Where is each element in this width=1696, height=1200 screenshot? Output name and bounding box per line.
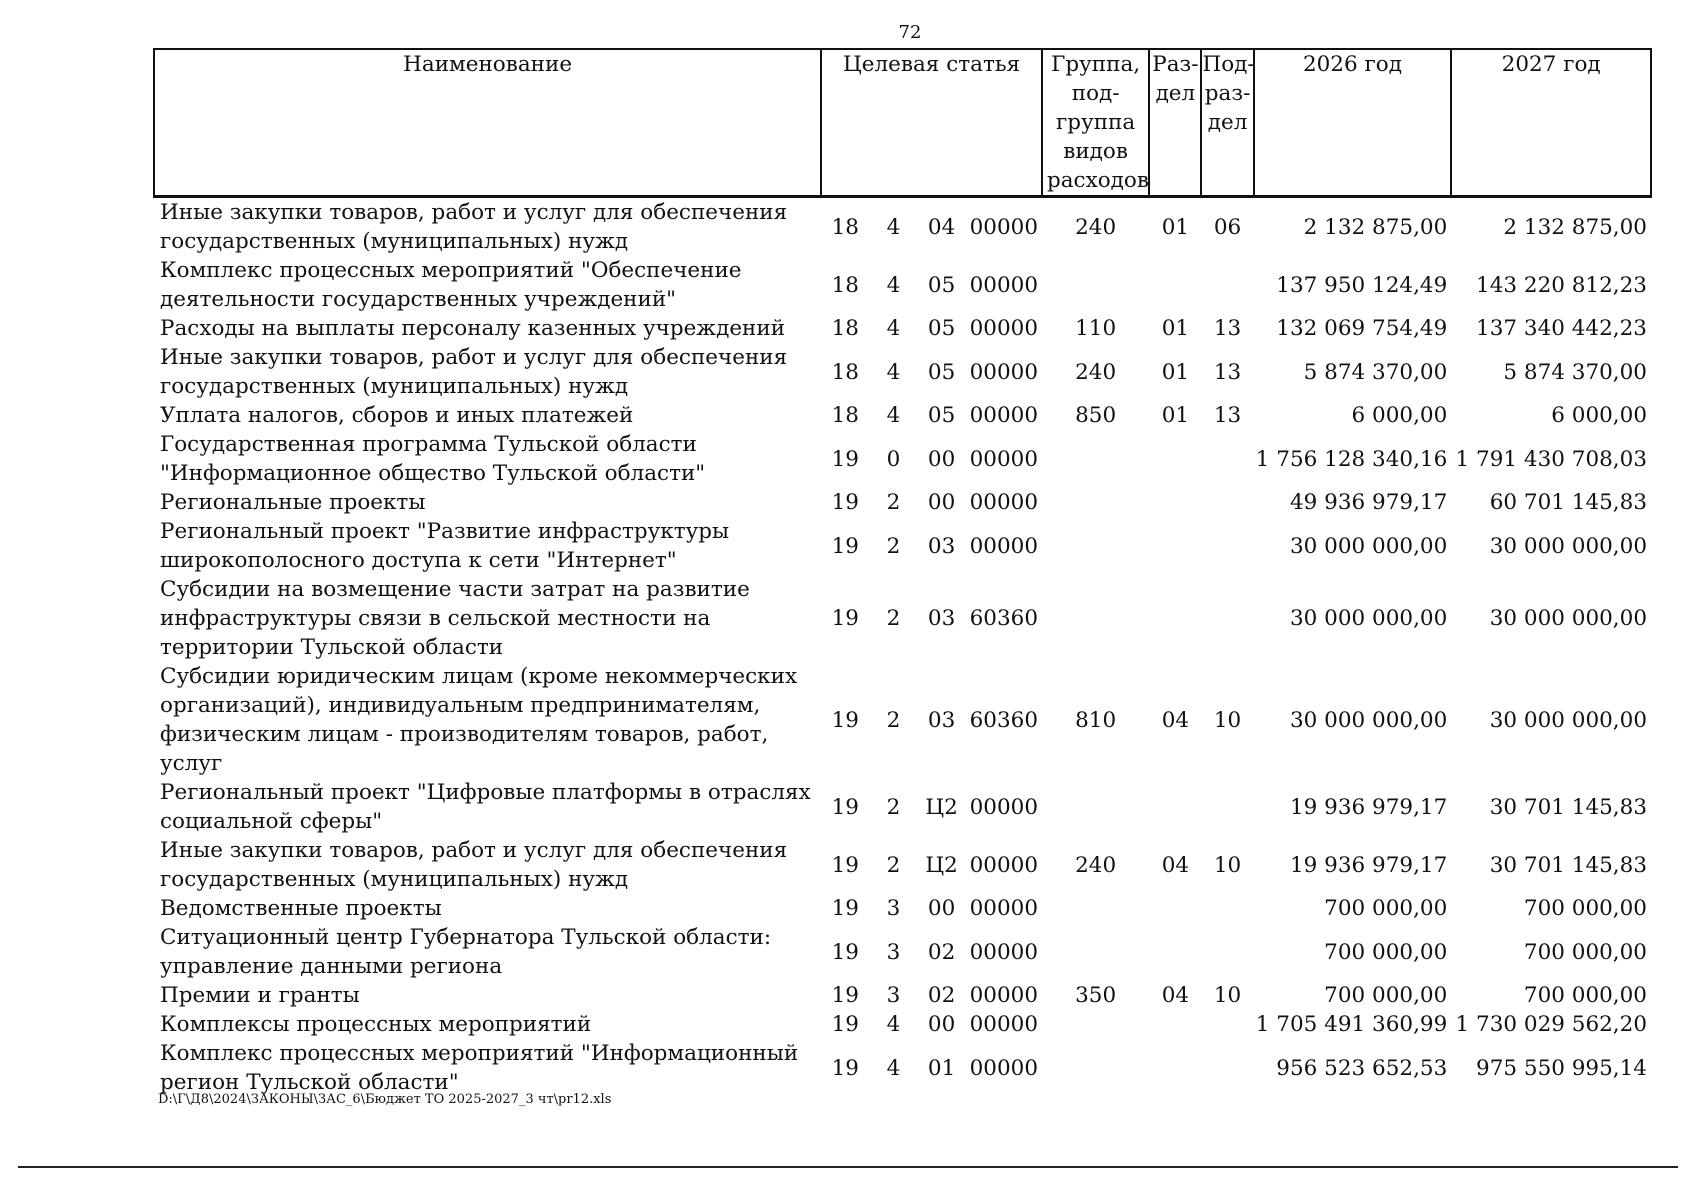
header-group: Группа, под-группа видов расходов	[1042, 49, 1149, 197]
cell-code-program: 19	[831, 606, 859, 631]
cell-code-program: 19	[831, 1012, 859, 1037]
cell-expense-group	[1042, 517, 1149, 575]
cell-code-direction: 00000	[969, 403, 1039, 428]
cell-amount-2026: 19 936 979,17	[1289, 794, 1448, 820]
cell-code-event: 05	[927, 316, 956, 341]
table-row	[154, 256, 1651, 314]
cell-name: Комплекс процессных мероприятий "Информационный регион Тульской области"	[160, 1041, 799, 1095]
cell-amount-2027: 30 000 000,00	[1489, 606, 1647, 631]
cell-name: Комплексы процессных мероприятий	[160, 1012, 592, 1037]
cell-code-event: 03	[927, 707, 956, 733]
cell-podrazdel	[1201, 1039, 1253, 1097]
cell-podrazdel: 10	[1213, 983, 1242, 1008]
cell-amount-2026: 5 874 370,00	[1303, 359, 1448, 385]
table-row	[154, 314, 1651, 343]
cell-code-event: 05	[927, 403, 956, 428]
cell-razdel: 01	[1161, 316, 1190, 341]
cell-name: Региональные проекты	[160, 490, 426, 515]
cell-expense-group	[1042, 894, 1149, 923]
cell-code-subprogram: 4	[886, 214, 901, 240]
cell-code-subprogram: 4	[886, 272, 901, 298]
cell-code-direction: 00000	[969, 214, 1039, 240]
cell-amount-2027: 30 000 000,00	[1489, 533, 1647, 559]
table-row	[154, 894, 1651, 923]
cell-code-subprogram: 4	[886, 1055, 901, 1081]
cell-amount-2027: 1 791 430 708,03	[1455, 446, 1647, 472]
cell-code-direction: 00000	[969, 446, 1039, 472]
cell-code-event: 00	[927, 1012, 956, 1037]
cell-podrazdel: 13	[1213, 359, 1242, 385]
cell-code-event: 00	[927, 490, 956, 515]
cell-code-subprogram: 2	[886, 794, 901, 820]
cell-code-program: 19	[831, 490, 859, 515]
cell-amount-2026: 19 936 979,17	[1289, 852, 1448, 878]
cell-razdel: 01	[1161, 359, 1190, 385]
cell-name: Субсидии юридическим лицам (кроме некоммерческих организаций), индивидуальным предпринимателям, физическим лицам - производителям товаров, работ, услуг	[160, 664, 798, 776]
cell-razdel: 04	[1161, 852, 1190, 878]
cell-code-subprogram: 3	[886, 983, 901, 1008]
cell-podrazdel: 13	[1213, 316, 1242, 341]
cell-amount-2027: 2 132 875,00	[1503, 214, 1647, 240]
cell-podrazdel: 10	[1213, 707, 1242, 733]
cell-name: Иные закупки товаров, работ и услуг для обеспечения государственных (муниципальных) нужд	[160, 345, 788, 399]
cell-amount-2026: 30 000 000,00	[1289, 707, 1448, 733]
cell-code-direction: 00000	[969, 852, 1039, 878]
cell-expense-group	[1042, 488, 1149, 517]
cell-podrazdel	[1201, 894, 1253, 923]
cell-code-direction: 00000	[969, 272, 1039, 298]
cell-code-event: 04	[927, 214, 956, 240]
cell-expense-group: 240	[1075, 852, 1117, 878]
header-razdel: Раз-дел	[1149, 49, 1201, 197]
cell-code-direction: 00000	[969, 794, 1039, 820]
cell-amount-2027: 30 000 000,00	[1489, 707, 1647, 733]
cell-code-event: 02	[927, 983, 956, 1008]
cell-podrazdel	[1201, 923, 1253, 981]
cell-podrazdel	[1201, 778, 1253, 836]
cell-code-subprogram: 2	[886, 852, 901, 878]
cell-code-subprogram: 4	[886, 1012, 901, 1037]
cell-razdel	[1149, 894, 1201, 923]
cell-expense-group	[1042, 1039, 1149, 1097]
cell-razdel	[1149, 1039, 1201, 1097]
header-target-article: Целевая статья	[821, 49, 1042, 197]
table-row	[154, 836, 1651, 894]
cell-code-direction: 00000	[969, 359, 1039, 385]
table-row	[154, 517, 1651, 575]
table-row	[154, 923, 1651, 981]
cell-amount-2026: 132 069 754,49	[1276, 316, 1448, 341]
cell-code-event: 02	[927, 939, 956, 965]
cell-code-subprogram: 2	[886, 707, 901, 733]
header-podrazdel: Под-раз-дел	[1201, 49, 1253, 197]
cell-podrazdel	[1201, 1010, 1253, 1039]
header-year-2026: 2026 год	[1254, 49, 1452, 197]
cell-razdel	[1149, 488, 1201, 517]
cell-amount-2027: 30 701 145,83	[1489, 852, 1647, 878]
cell-code-program: 19	[831, 896, 859, 921]
cell-amount-2026: 700 000,00	[1324, 983, 1448, 1008]
cell-name: Расходы на выплаты персоналу казенных учреждений	[160, 316, 786, 341]
cell-code-event: 03	[927, 533, 956, 559]
cell-expense-group: 850	[1075, 403, 1117, 428]
cell-expense-group	[1042, 923, 1149, 981]
header-year-2027: 2027 год	[1451, 49, 1651, 197]
cell-expense-group: 350	[1075, 983, 1117, 1008]
cell-razdel	[1149, 575, 1201, 662]
cell-razdel: 01	[1161, 403, 1190, 428]
cell-code-subprogram: 0	[886, 446, 901, 472]
cell-code-program: 19	[831, 983, 859, 1008]
cell-code-program: 19	[831, 1055, 859, 1081]
cell-code-program: 18	[831, 403, 859, 428]
cell-razdel	[1149, 430, 1201, 488]
cell-podrazdel	[1201, 256, 1253, 314]
cell-amount-2026: 700 000,00	[1324, 896, 1448, 921]
cell-amount-2027: 700 000,00	[1523, 939, 1647, 965]
table-row	[154, 1039, 1651, 1097]
table-row	[154, 488, 1651, 517]
cell-podrazdel	[1201, 575, 1253, 662]
cell-code-direction: 60360	[969, 606, 1039, 631]
cell-podrazdel: 06	[1213, 214, 1242, 240]
cell-razdel: 04	[1161, 707, 1190, 733]
cell-name: Региональный проект "Цифровые платформы в отраслях социальной сферы"	[160, 780, 811, 834]
table-body	[154, 197, 1651, 1098]
header-name: Наименование	[154, 49, 821, 197]
cell-code-program: 19	[831, 794, 859, 820]
cell-code-program: 18	[831, 214, 859, 240]
cell-expense-group: 810	[1075, 707, 1117, 733]
cell-code-program: 19	[831, 446, 859, 472]
cell-code-subprogram: 2	[886, 533, 901, 559]
table-row	[154, 575, 1651, 662]
cell-razdel	[1149, 1010, 1201, 1039]
cell-code-direction: 00000	[969, 1012, 1039, 1037]
table-header	[154, 49, 1651, 197]
cell-amount-2027: 700 000,00	[1523, 896, 1647, 921]
cell-amount-2026: 6 000,00	[1351, 403, 1448, 428]
cell-expense-group: 240	[1075, 359, 1117, 385]
cell-code-event: 01	[927, 1055, 956, 1081]
cell-name: Субсидии на возмещение части затрат на развитие инфраструктуры связи в сельской местности на территории Тульской области	[160, 577, 750, 660]
cell-expense-group	[1042, 256, 1149, 314]
cell-podrazdel	[1201, 430, 1253, 488]
cell-amount-2026: 30 000 000,00	[1289, 533, 1448, 559]
cell-name: Уплата налогов, сборов и иных платежей	[160, 403, 634, 428]
cell-code-event: 00	[927, 446, 956, 472]
cell-name: Ведомственные проекты	[160, 896, 442, 921]
cell-code-program: 19	[831, 852, 859, 878]
cell-code-event: 05	[927, 359, 956, 385]
cell-code-program: 18	[831, 316, 859, 341]
table-row	[154, 197, 1651, 257]
cell-amount-2026: 2 132 875,00	[1303, 214, 1448, 240]
cell-code-direction: 00000	[969, 983, 1039, 1008]
cell-code-event: Ц2	[925, 852, 958, 878]
cell-name: Иные закупки товаров, работ и услуг для обеспечения государственных (муниципальных) нужд	[160, 838, 788, 892]
bottom-rule	[18, 1166, 1678, 1168]
cell-amount-2027: 30 701 145,83	[1489, 794, 1647, 820]
cell-code-program: 18	[831, 359, 859, 385]
cell-code-subprogram: 2	[886, 490, 901, 515]
cell-amount-2026: 30 000 000,00	[1289, 606, 1448, 631]
page-number: 72	[898, 22, 922, 43]
cell-code-direction: 00000	[969, 1055, 1039, 1081]
cell-code-program: 19	[831, 707, 859, 733]
cell-amount-2026: 49 936 979,17	[1289, 490, 1448, 515]
cell-name: Комплекс процессных мероприятий "Обеспечение деятельности государственных учреждений"	[160, 258, 742, 312]
cell-amount-2027: 60 701 145,83	[1489, 490, 1647, 515]
cell-code-direction: 00000	[969, 490, 1039, 515]
cell-code-direction: 00000	[969, 896, 1039, 921]
cell-podrazdel	[1201, 488, 1253, 517]
cell-name: Региональный проект "Развитие инфраструктуры широкополосного доступа к сети "Интернет"	[160, 519, 730, 573]
cell-amount-2026: 137 950 124,49	[1276, 272, 1448, 298]
cell-code-program: 19	[831, 533, 859, 559]
cell-name: Ситуационный центр Губернатора Тульской области: управление данными региона	[160, 925, 772, 979]
cell-amount-2027: 6 000,00	[1551, 403, 1647, 428]
cell-expense-group	[1042, 778, 1149, 836]
cell-code-event: 03	[927, 606, 956, 631]
cell-code-subprogram: 4	[886, 359, 901, 385]
table-row	[154, 1010, 1651, 1039]
cell-amount-2027: 137 340 442,23	[1476, 316, 1647, 341]
cell-amount-2027: 5 874 370,00	[1503, 359, 1647, 385]
cell-expense-group: 240	[1075, 214, 1117, 240]
cell-code-program: 18	[831, 272, 859, 298]
table-row	[154, 343, 1651, 401]
cell-expense-group	[1042, 430, 1149, 488]
cell-razdel: 01	[1161, 214, 1190, 240]
cell-amount-2027: 975 550 995,14	[1476, 1055, 1647, 1081]
cell-code-program: 19	[831, 939, 859, 965]
table-row	[154, 401, 1651, 430]
table-row	[154, 778, 1651, 836]
cell-razdel	[1149, 256, 1201, 314]
cell-amount-2027: 700 000,00	[1523, 983, 1647, 1008]
cell-name: Государственная программа Тульской области "Информационное общество Тульской области"	[160, 432, 706, 486]
table-row	[154, 981, 1651, 1010]
cell-expense-group	[1042, 575, 1149, 662]
cell-code-subprogram: 4	[886, 403, 901, 428]
cell-podrazdel: 10	[1213, 852, 1242, 878]
cell-code-subprogram: 3	[886, 896, 901, 921]
cell-code-event: 05	[927, 272, 956, 298]
cell-razdel	[1149, 778, 1201, 836]
cell-expense-group: 110	[1075, 316, 1117, 341]
file-path: D:\Г\Д8\2024\ЗАКОНЫ\ЗАС_6\Бюджет ТО 2025-2027_3 чт\pr12.xls	[158, 1092, 612, 1107]
cell-name: Иные закупки товаров, работ и услуг для обеспечения государственных (муниципальных) нужд	[160, 200, 788, 254]
cell-amount-2027: 1 730 029 562,20	[1455, 1012, 1647, 1037]
budget-table	[153, 48, 1652, 1097]
cell-code-direction: 00000	[969, 316, 1039, 341]
cell-amount-2026: 956 523 652,53	[1276, 1055, 1448, 1081]
cell-code-direction: 00000	[969, 533, 1039, 559]
cell-podrazdel: 13	[1213, 403, 1242, 428]
cell-code-event: Ц2	[925, 794, 958, 820]
cell-amount-2026: 1 705 491 360,99	[1255, 1012, 1448, 1037]
cell-code-subprogram: 2	[886, 606, 901, 631]
table-row	[154, 662, 1651, 778]
cell-code-direction: 00000	[969, 939, 1039, 965]
cell-name: Премии и гранты	[160, 983, 360, 1008]
cell-code-event: 00	[927, 896, 956, 921]
cell-podrazdel	[1201, 517, 1253, 575]
cell-razdel	[1149, 517, 1201, 575]
cell-amount-2026: 700 000,00	[1324, 939, 1448, 965]
cell-amount-2027: 143 220 812,23	[1476, 272, 1647, 298]
table-row	[154, 430, 1651, 488]
cell-code-direction: 60360	[969, 707, 1039, 733]
cell-razdel: 04	[1161, 983, 1190, 1008]
cell-code-subprogram: 3	[886, 939, 901, 965]
cell-expense-group	[1042, 1010, 1149, 1039]
cell-code-subprogram: 4	[886, 316, 901, 341]
cell-razdel	[1149, 923, 1201, 981]
cell-amount-2026: 1 756 128 340,16	[1255, 446, 1448, 472]
